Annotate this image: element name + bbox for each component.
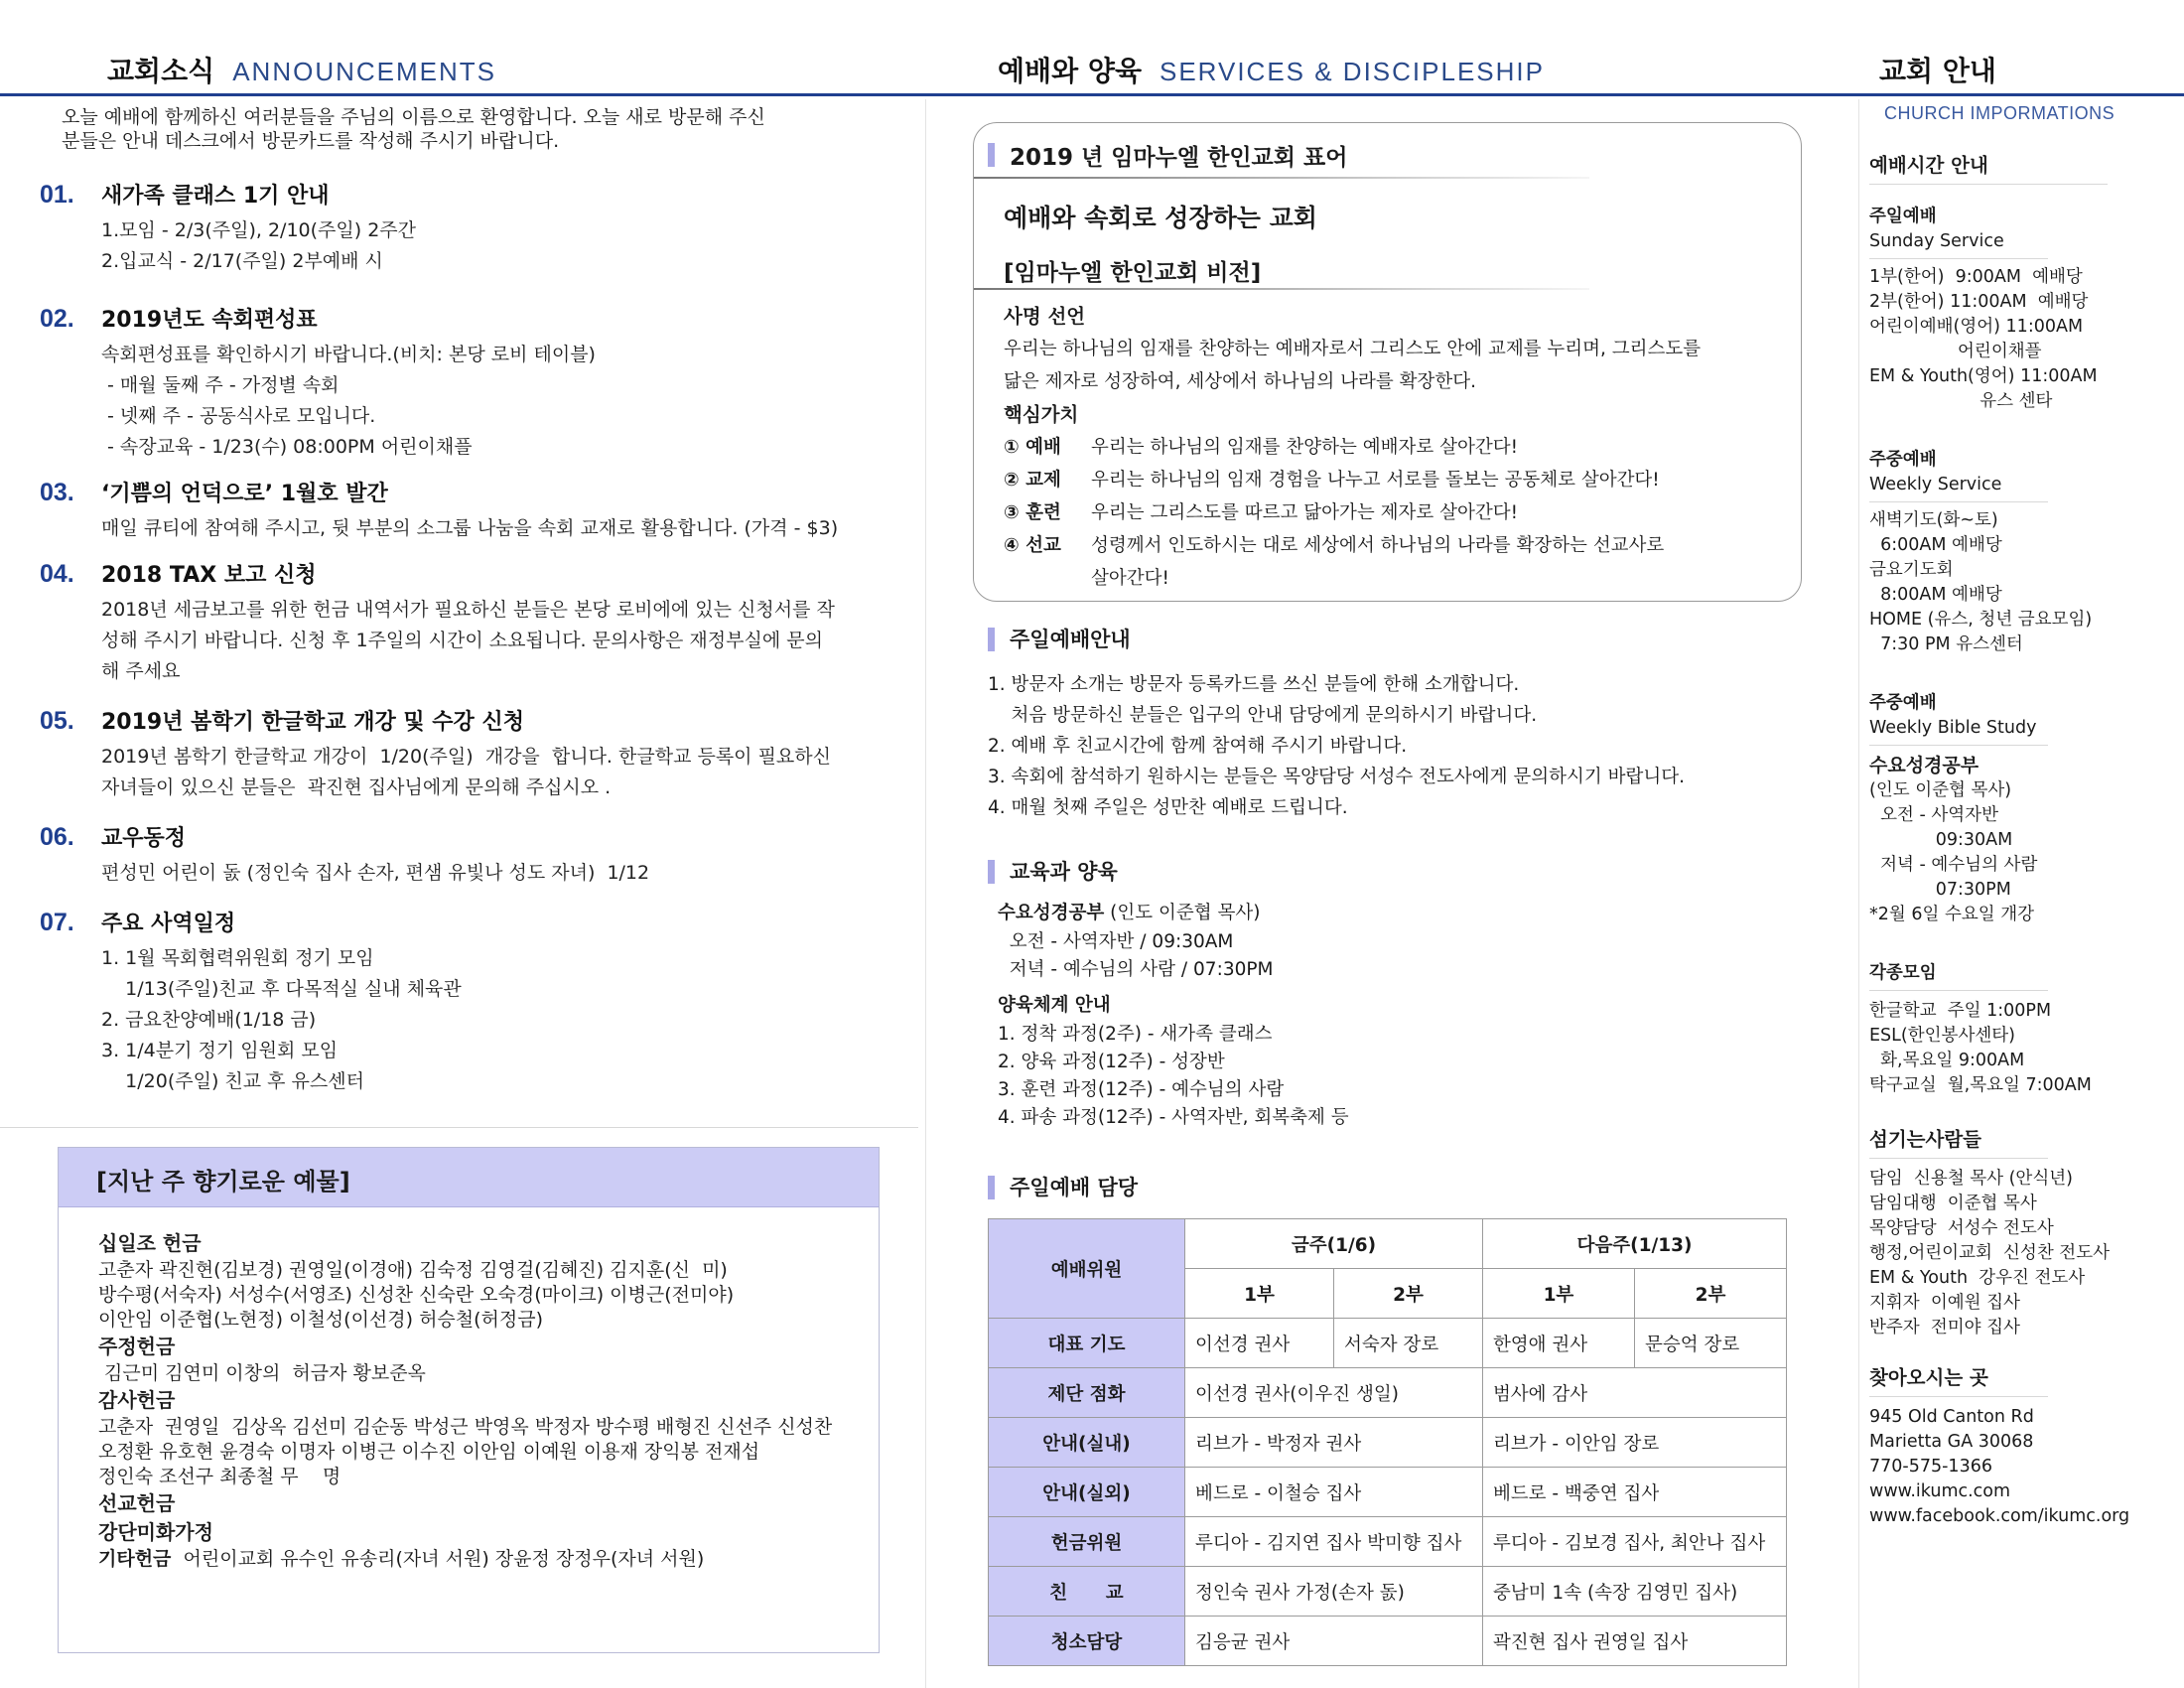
table-row — [989, 1219, 1787, 1269]
vision-rule — [974, 288, 1589, 290]
info-line: 금요기도회 — [1869, 560, 1954, 580]
table-row — [989, 1617, 1787, 1666]
announcements-title-ko: 교회소식 — [107, 55, 215, 87]
duty-cell: 리브가 - 이안임 장로 — [1482, 1418, 1786, 1468]
core-value-key: ④ 선교 — [1004, 535, 1061, 556]
block-subtitle: 주중예배 — [1869, 693, 1937, 713]
announcement-line: 2019년 봄학기 한글학교 개강이 1/20(주일) 개강을 합니다. 한글학교 등록이 필요하신 — [101, 746, 831, 768]
duty-cell: 베드로 - 이철승 집사 — [1185, 1468, 1483, 1517]
core-value-key: ① 예배 — [1004, 437, 1061, 458]
info-line: 7:30 PM 유스센터 — [1869, 634, 2023, 654]
announcement-line: 1.모임 - 2/3(주일), 2/10(주일) 2주간 — [101, 219, 416, 241]
info-line: ESL(한인봉사센타) — [1869, 1026, 2015, 1046]
service-2-header: 2부 — [1333, 1269, 1482, 1319]
offering-other — [98, 1547, 879, 1572]
core-value-item — [1004, 562, 1788, 595]
duty-cell: 문승억 장로 — [1634, 1319, 1786, 1368]
announcement-title: ‘기쁨의 언덕으로’ 1월호 발간 — [101, 482, 388, 506]
announcement-line: 2. 금요찬양예배(1/18 금) — [101, 1009, 317, 1031]
service-2-header: 2부 — [1634, 1269, 1786, 1319]
announcement-item — [40, 179, 903, 277]
info-line: 1. 방문자 소개는 방문자 등록카드를 쓰신 분들에 한해 소개합니다. — [988, 674, 1520, 695]
duty-label: 안내(실외) — [989, 1468, 1185, 1517]
staff-line: 담임대행 이준협 목사 — [1869, 1194, 2037, 1213]
duty-cell: 루디아 - 김보경 집사, 최안나 집사 — [1482, 1517, 1786, 1567]
duty-label: 청소담당 — [989, 1617, 1185, 1666]
announcement-item — [40, 303, 903, 463]
core-value-item — [1004, 529, 1788, 562]
welcome-line: 오늘 예배에 함께하신 여러분들을 주님의 이름으로 환영합니다. 오늘 새로 방문해 주신 — [62, 106, 765, 128]
staff-line: 목양담당 서성수 전도사 — [1869, 1218, 2054, 1238]
facebook-link[interactable]: www.facebook.com/ikumc.org — [1869, 1506, 2130, 1526]
announcement-line: - 속장교육 - 1/23(수) 08:00PM 어린이채플 — [101, 436, 473, 458]
core-value-item — [1004, 496, 1788, 529]
announcement-number: 02. — [40, 305, 74, 333]
announcement-title: 2019년 봄학기 한글학교 개강 및 수강 신청 — [101, 710, 524, 735]
duty-head-label: 예배위원 — [989, 1219, 1185, 1319]
announcements-title-en: ANNOUNCEMENTS — [232, 57, 496, 86]
mission-line: 우리는 하나님의 임재를 찬양하는 예배자로서 그리스도 안에 교제를 누리며, 그리스도를 — [1004, 339, 1702, 359]
duty-cell: 곽진현 집사 권영일 집사 — [1482, 1617, 1786, 1666]
duty-cell: 서숙자 장로 — [1333, 1319, 1482, 1368]
table-row — [989, 1319, 1787, 1368]
announcement-line: - 매월 둘째 주 - 가정별 속회 — [101, 374, 340, 396]
info-line: 저녁 - 예수님의 사람 / 07:30PM — [998, 959, 1274, 980]
core-value-text: 우리는 하나님의 임재를 찬양하는 예배자로 살아간다! — [1091, 437, 1518, 458]
church-motto: 예배와 속회로 성장하는 교회 — [1004, 204, 1317, 232]
core-value-item — [1004, 431, 1788, 464]
block-title: 예배시간 안내 — [1869, 150, 2108, 185]
wed-study-leader: (인도 이준협 목사) — [1104, 903, 1261, 923]
announcement-number: 05. — [40, 707, 74, 735]
info-line: 저녁 - 예수님의 사람 — [1869, 855, 2038, 875]
core-value-key: ③ 훈련 — [1004, 502, 1061, 523]
core-value-text: 우리는 그리스도를 따르고 닮아가는 제자로 살아간다! — [1091, 502, 1518, 523]
system-label: 양육체계 안내 — [998, 995, 1111, 1016]
core-value-text: 우리는 하나님의 임재 경험을 나누고 서로를 돌보는 공동체로 살아간다! — [1091, 470, 1660, 491]
offering-names: 고춘자 곽진현(김보경) 권영일(이경애) 김숙정 김영걸(김혜진) 김지훈(신 미) — [98, 1259, 728, 1281]
duty-label: 제단 점화 — [989, 1368, 1185, 1418]
core-value-item — [1004, 464, 1788, 496]
table-row — [989, 1517, 1787, 1567]
announcement-number: 06. — [40, 823, 74, 851]
info-line: *2월 6일 수요일 개강 — [1869, 905, 2035, 924]
announcement-number: 01. — [40, 181, 74, 209]
service-1-header: 1부 — [1185, 1269, 1334, 1319]
staff-line: 반주자 전미야 집사 — [1869, 1318, 2020, 1337]
offering-names: 이안임 이준협(노현정) 이철성(이선경) 허승철(허정금) — [98, 1309, 544, 1331]
offering-box — [58, 1147, 880, 1653]
announcement-title: 교우동정 — [101, 826, 187, 851]
info-line: 화,목요일 9:00AM — [1869, 1051, 2025, 1070]
vision-title: [임마누엘 한인교회 비전] — [1004, 260, 1262, 286]
address-line: 945 Old Canton Rd — [1869, 1407, 2034, 1427]
info-line: 4. 매월 첫째 주일은 성만찬 예배로 드립니다. — [988, 797, 1348, 818]
info-line: 09:30AM — [1869, 830, 2013, 850]
duty-cell: 김응균 권사 — [1185, 1617, 1483, 1666]
offering-category: 감사헌금 — [98, 1388, 176, 1412]
duty-label: 헌금위원 — [989, 1517, 1185, 1567]
section-title: 주일예배안내 — [988, 624, 1802, 653]
offering-category: 선교헌금 — [98, 1491, 176, 1515]
core-value-text: 살아간다! — [1091, 568, 1169, 589]
staff-block — [1869, 1124, 2167, 1340]
info-line: 07:30PM — [1869, 880, 2011, 900]
duty-table — [988, 1218, 1787, 1666]
info-line: 처음 방문하신 분들은 입구의 안내 담당에게 문의하시기 바랍니다. — [988, 705, 1538, 726]
section-divider — [0, 1127, 918, 1128]
announcement-line: 해 주세요 — [101, 660, 181, 682]
service-1-header: 1부 — [1482, 1269, 1634, 1319]
info-line: 어린이예배(영어) 11:00AM — [1869, 317, 2084, 337]
block-title: 섬기는사람들 — [1869, 1124, 2048, 1159]
website-link[interactable]: www.ikumc.com — [1869, 1481, 2011, 1501]
offering-names: 정인숙 조선구 최종철 무 명 — [98, 1466, 341, 1487]
duty-cell: 이선경 권사 — [1185, 1319, 1334, 1368]
info-line: 3. 속회에 참석하기 원하시는 분들은 목양담당 서성수 전도사에게 문의하시기 바랍니다. — [988, 767, 1685, 787]
duty-cell: 이선경 권사(이우진 생일) — [1185, 1368, 1483, 1418]
info-line: (인도 이준협 목사) — [1869, 780, 2012, 800]
wed-study-label: 수요성경공부 — [998, 903, 1105, 923]
offering-category: 주정헌금 — [98, 1335, 176, 1358]
info-line: 1부(한어) 9:00AM 예배당 — [1869, 267, 2083, 287]
announcement-line: - 넷째 주 - 공동식사로 모입니다. — [101, 405, 376, 427]
next-week-header: 다음주(1/13) — [1482, 1219, 1786, 1269]
welcome-line: 분들은 안내 데스크에서 방문카드를 작성해 주시기 바랍니다. — [62, 130, 560, 152]
church-info-header — [1879, 50, 1996, 89]
column-divider-2 — [1858, 99, 1859, 1688]
wed-study-title: 수요성경공부 — [1869, 755, 1979, 776]
church-info-subtitle: CHURCH IMPORMATIONS — [1884, 103, 2116, 123]
announcement-item — [40, 705, 903, 803]
vision-rule — [974, 177, 1589, 179]
announcement-line: 매일 큐티에 참여해 주시고, 뒷 부분의 소그룹 나눔을 속회 교재로 활용합니다. (가격 - $3) — [101, 517, 839, 539]
staff-line: 지휘자 이예원 집사 — [1869, 1293, 2020, 1313]
duty-cell: 한영애 권사 — [1482, 1319, 1634, 1368]
announcements-column — [40, 105, 903, 1097]
duty-cell: 중남미 1속 (속장 김영민 집사) — [1482, 1567, 1786, 1617]
duty-section — [988, 1172, 1802, 1201]
announcement-line: 속회편성표를 확인하시기 바랍니다.(비치: 본당 로비 테이블) — [101, 344, 596, 365]
info-line: 8:00AM 예배당 — [1869, 585, 2002, 605]
info-line: 1. 정착 과정(2주) - 새가족 클래스 — [998, 1024, 1273, 1045]
announcement-title: 2018 TAX 보고 신청 — [101, 563, 317, 588]
this-week-header: 금주(1/6) — [1185, 1219, 1483, 1269]
vision-body — [1004, 300, 1788, 595]
info-line: 3. 훈련 과정(12주) - 예수님의 사람 — [998, 1079, 1285, 1100]
announcement-title: 주요 사역일정 — [101, 912, 236, 936]
announcement-item — [40, 477, 903, 544]
info-line: 2. 양육 과정(12주) - 성장반 — [998, 1052, 1225, 1072]
offering-category: 십일조 헌금 — [98, 1231, 202, 1255]
table-row — [989, 1567, 1787, 1617]
church-info-title-ko: 교회 안내 — [1879, 55, 1996, 87]
info-line: 6:00AM 예배당 — [1869, 535, 2002, 555]
block-title: 각종모임 — [1869, 961, 2048, 991]
offering-category: 강단미화가정 — [98, 1520, 213, 1544]
announcement-title: 2019년도 속회편성표 — [101, 308, 318, 333]
announcement-line: 3. 1/4분기 정기 임원회 모임 — [101, 1040, 339, 1061]
block-subtitle: 주중예배 — [1869, 450, 1937, 470]
core-value-text: 성령께서 인도하시는 대로 세상에서 하나님의 나라를 확장하는 선교사로 — [1091, 535, 1665, 556]
block-subtitle-en: Sunday Service — [1869, 229, 2048, 259]
staff-line: EM & Youth 강우진 전도사 — [1869, 1268, 2086, 1288]
service-times-block — [1869, 150, 2167, 414]
block-title: 찾아오시는 곳 — [1869, 1362, 2048, 1397]
table-row — [989, 1468, 1787, 1517]
announcement-item — [40, 558, 903, 687]
table-row — [989, 1418, 1787, 1468]
block-subtitle-en: Weekly Bible Study — [1869, 716, 2048, 746]
section-title: 교육과 양육 — [988, 856, 1802, 886]
column-divider-1 — [925, 99, 926, 1688]
mission-label: 사명 선언 — [1004, 305, 1086, 328]
phone-number: 770-575-1366 — [1869, 1457, 1992, 1477]
announcement-item — [40, 821, 903, 889]
info-line: 한글학교 주일 1:00PM — [1869, 1001, 2052, 1021]
weekly-service-block — [1869, 448, 2167, 657]
offering-names: 김근미 김연미 이창의 허금자 황보준옥 — [98, 1362, 426, 1384]
core-values-label: 핵심가치 — [1004, 403, 1079, 426]
info-line: 4. 파송 과정(12주) - 사역자반, 회복축제 등 — [998, 1107, 1349, 1128]
duty-cell: 루디아 - 김지연 집사 박미향 집사 — [1185, 1517, 1483, 1567]
info-line: HOME (유스, 청년 금요모임) — [1869, 610, 2093, 630]
wed-study-line — [998, 898, 1802, 928]
info-line: 2부(한어) 11:00AM 예배당 — [1869, 292, 2089, 312]
offering-names: 고춘자 권영일 김상옥 김선미 김순동 박성근 박영옥 박정자 방수평 배형진 신선주 신성찬 — [98, 1416, 833, 1438]
announcement-line: 1/20(주일) 친교 후 유스센터 — [101, 1070, 364, 1092]
announcement-number: 04. — [40, 560, 74, 588]
block-subtitle: 주일예배 — [1869, 207, 1937, 226]
duty-cell: 리브가 - 박정자 권사 — [1185, 1418, 1483, 1468]
table-row — [989, 1368, 1787, 1418]
block-subtitle-en: Weekly Service — [1869, 473, 2048, 502]
info-line: EM & Youth(영어) 11:00AM — [1869, 366, 2098, 386]
info-line: 어린이채플 — [1869, 342, 2042, 361]
location-block — [1869, 1362, 2167, 1529]
info-line: 새벽기도(화~토) — [1869, 510, 1998, 530]
sunday-service-info — [988, 624, 1802, 823]
announcement-line: 2.입교식 - 2/17(주일) 2부예배 시 — [101, 250, 383, 272]
info-line: 2. 예배 후 친교시간에 함께 참여해 주시기 바랍니다. — [988, 736, 1408, 757]
announcement-title: 새가족 클래스 1기 안내 — [101, 184, 330, 209]
services-header — [998, 50, 1545, 89]
groups-block — [1869, 961, 2167, 1098]
vision-box-title: 2019 년 임마누엘 한인교회 표어 — [988, 139, 1347, 172]
duty-label: 대표 기도 — [989, 1319, 1185, 1368]
duty-label: 친 교 — [989, 1567, 1185, 1617]
offering-other-label: 기타헌금 — [98, 1548, 172, 1570]
announcement-number: 07. — [40, 909, 74, 936]
info-line: 탁구교실 월,목요일 7:00AM — [1869, 1075, 2092, 1095]
services-title-ko: 예배와 양육 — [998, 55, 1142, 87]
staff-line: 행정,어린이교회 신성찬 전도사 — [1869, 1243, 2111, 1263]
announcement-line: 1. 1월 목회협력위원회 정기 모임 — [101, 947, 374, 969]
announcement-line: 2018년 세금보고를 위한 헌금 내역서가 필요하신 분들은 본당 로비에에 있는 신청서를 작 — [101, 599, 835, 621]
duty-label: 안내(실내) — [989, 1418, 1185, 1468]
core-value-key — [1004, 562, 1091, 595]
offering-names: 방수평(서숙자) 서성수(서영조) 신성찬 신숙란 오숙경(마이크) 이병근(전미야) — [98, 1284, 735, 1306]
staff-line: 담임 신용철 목사 (안식년) — [1869, 1169, 2073, 1189]
education-section — [988, 856, 1802, 1132]
header-rule — [0, 93, 2184, 96]
mission-line: 닮은 제자로 성장하여, 세상에서 하나님의 나라를 확장한다. — [1004, 371, 1476, 392]
announcement-line: 1/13(주일)친교 후 다목적실 실내 체육관 — [101, 978, 462, 1000]
info-line: 오전 - 사역자반 — [1869, 805, 1998, 825]
duty-cell: 베드로 - 백중연 집사 — [1482, 1468, 1786, 1517]
church-info-column — [1869, 97, 2167, 1529]
announcement-line: 자녀들이 있으신 분들은 곽진현 집사님에게 문의해 주십시오 . — [101, 776, 612, 798]
offering-other-names: 어린이교회 유수인 유송리(자녀 서원) 장윤정 장정우(자녀 서원) — [171, 1548, 705, 1570]
bible-study-block — [1869, 691, 2167, 927]
announcement-line: 편성민 어린이 돐 (정인숙 집사 손자, 편샘 유빛나 성도 자녀) 1/12 — [101, 862, 650, 884]
section-title: 주일예배 담당 — [988, 1172, 1802, 1201]
address-line: Marietta GA 30068 — [1869, 1432, 2034, 1452]
duty-cell: 범사에 감사 — [1482, 1368, 1786, 1418]
services-title-en: SERVICES & DISCIPLESHIP — [1160, 57, 1545, 86]
duty-cell: 정인숙 권사 가정(손자 돐) — [1185, 1567, 1483, 1617]
announcement-number: 03. — [40, 479, 74, 506]
offering-names: 오정환 유호현 윤경숙 이명자 이병근 이수진 이안임 이예원 이용재 장익봉 전재섭 — [98, 1441, 760, 1463]
vision-box — [973, 122, 1802, 602]
announcement-line: 성해 주시기 바랍니다. 신청 후 1주일의 시간이 소요됩니다. 문의사항은 재정부실에 문의 — [101, 630, 823, 651]
announcement-item — [40, 907, 903, 1097]
info-line: 유스 센타 — [1869, 391, 2053, 411]
info-line: 오전 - 사역자반 / 09:30AM — [998, 931, 1234, 952]
welcome-message — [62, 105, 903, 153]
core-value-key: ② 교제 — [1004, 470, 1061, 491]
offering-title: [지난 주 향기로운 예물] — [59, 1148, 879, 1207]
announcements-header — [107, 50, 496, 89]
